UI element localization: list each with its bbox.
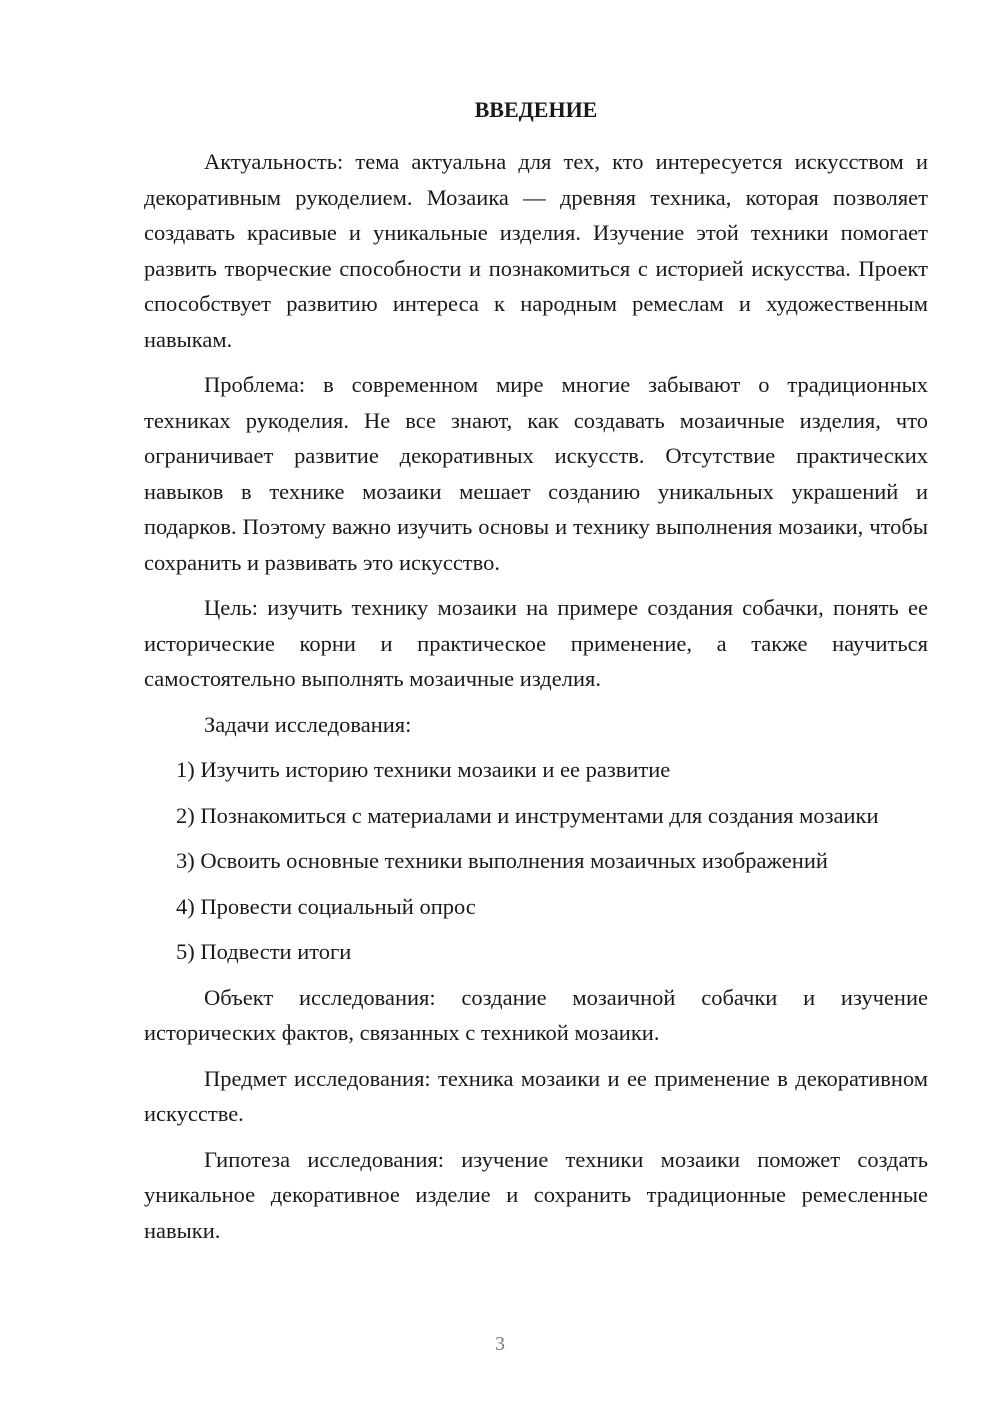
- document-page: [144, 92, 928, 1258]
- task-item-2: 2) Познакомиться с материалами и инструментами для создания мозаики: [176, 802, 879, 828]
- paragraph-relevance: Актуальность: тема актуальна для тех, кто интересуется искусством и декоративным рукоделием. Мозаика — древняя техника, которая позволяет создавать красивые и уникальные изделия. Изучение этой техники помогает развить творческие способности и познакомиться с историей искусства. Проект способствует развитию интереса к народным ремеслам и художественным навыкам.: [144, 149, 928, 352]
- task-item-4: 4) Провести социальный опрос: [176, 893, 476, 919]
- paragraph-goal: Цель: изучить технику мозаики на примере создания собачки, понять ее исторические корни и практическое применение, а также научиться самостоятельно выполнять мозаичные изделия.: [144, 595, 928, 691]
- task-item-3: 3) Освоить основные техники выполнения мозаичных изображений: [176, 848, 828, 873]
- paragraph-problem: Проблема: в современном мире многие забывают о традиционных техниках рукоделия. Не все знают, как создавать мозаичные изделия, что ограничивает развитие декоративных искусств. Отсутствие практических навыков в технике мозаики мешает созданию уникальных украшений и подарков. Поэтому важно изучить основы и технику выполнения мозаики, чтобы сохранить и развивать это искусство.: [144, 372, 928, 575]
- task-item-5: 5) Подвести итоги: [176, 939, 352, 964]
- page-title: ВВЕДЕНИЕ: [474, 97, 598, 122]
- page-number: 3: [495, 1333, 505, 1355]
- paragraph-tasks-heading: Задачи исследования:: [204, 711, 412, 737]
- paragraph-object: Объект исследования: создание мозаичной собачки и изучение исторических фактов, связанных с техникой мозаики.: [144, 984, 928, 1045]
- paragraph-hypothesis: Гипотеза исследования: изучение техники мозаики поможет создать уникальное декоративное изделие и сохранить традиционные ремесленные навыки.: [144, 1146, 928, 1243]
- task-item-1: 1) Изучить историю техники мозаики и ее развитие: [176, 757, 671, 782]
- paragraph-subject: Предмет исследования: техника мозаики и ее применение в декоративном искусстве.: [144, 1065, 928, 1126]
